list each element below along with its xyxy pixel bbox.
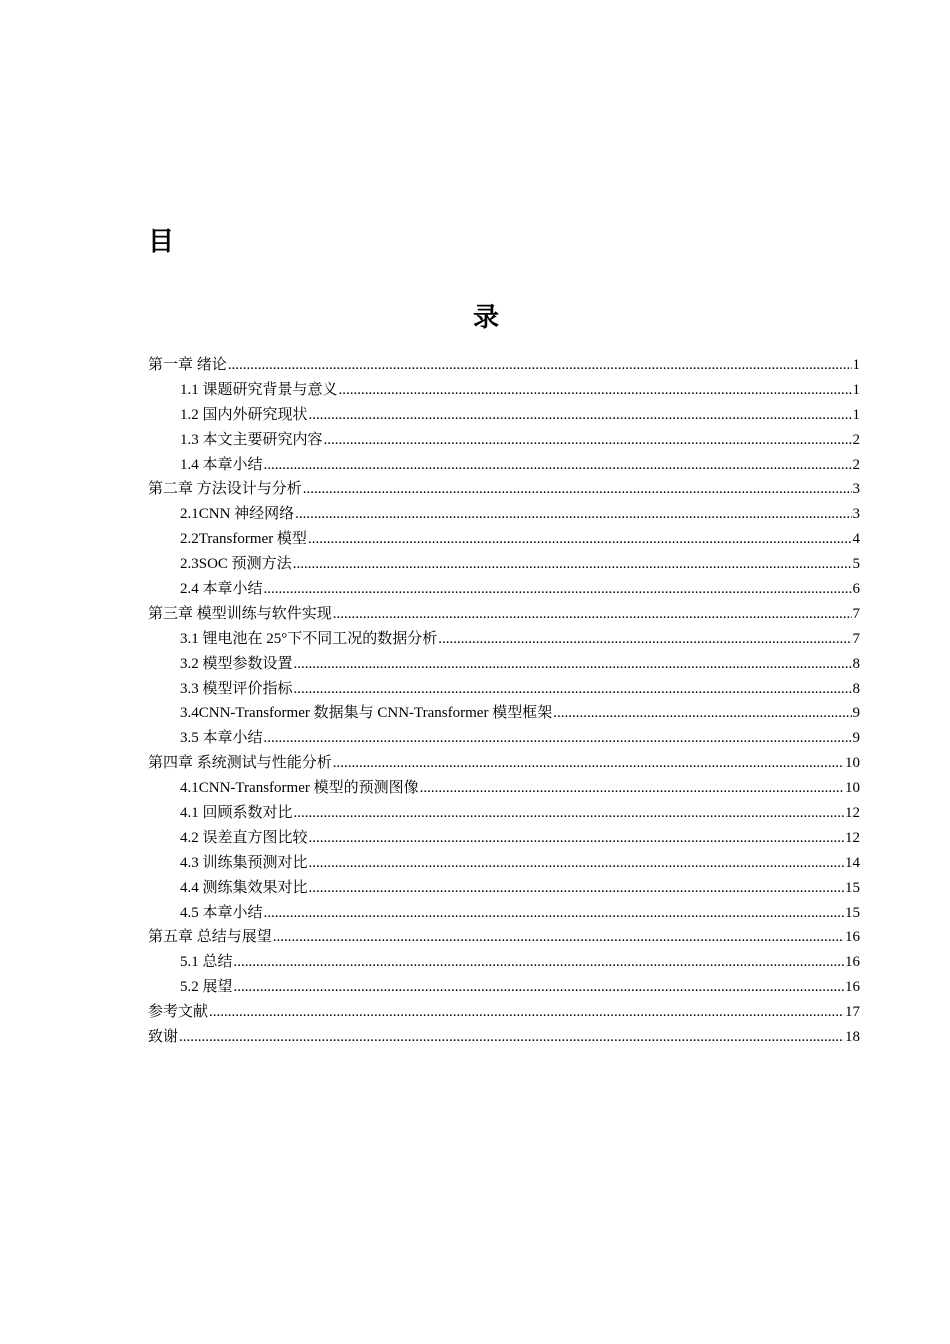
toc-entry-text: 4.1CNN-Transformer 模型的预测图像 (180, 780, 419, 797)
toc-section-entry[interactable] (148, 851, 860, 876)
toc-entry-text: 致谢 (148, 1029, 179, 1046)
toc-page-number: 15 (845, 904, 860, 921)
toc-title-second-char: 录 (473, 303, 500, 333)
toc-section-entry[interactable] (148, 527, 860, 552)
toc-entry-text: 1.2 国内外研究现状 (180, 406, 308, 423)
toc-dot-leader (209, 1000, 844, 1025)
toc-dot-leader (294, 677, 852, 702)
toc-section-entry[interactable] (148, 975, 860, 1000)
toc-page-number: 5 (852, 556, 860, 573)
toc-dot-leader (295, 502, 851, 527)
toc-chapter-entry[interactable] (148, 602, 860, 627)
toc-page-number: 10 (845, 780, 860, 797)
toc-page-number: 12 (845, 829, 860, 846)
toc-section-entry[interactable] (148, 502, 860, 527)
toc-page-number: 15 (845, 879, 860, 896)
toc-chapter-entry[interactable] (148, 477, 860, 502)
toc-entry-text: 第五章 总结与展望 (148, 929, 272, 946)
toc-section-entry[interactable] (148, 726, 860, 751)
toc-entry-text: 2.3SOC 预测方法 (180, 556, 292, 573)
toc-page-number: 16 (845, 929, 860, 946)
toc-page-number: 7 (852, 630, 860, 647)
toc-entry-text: 第四章 系统测试与性能分析 (148, 755, 332, 772)
toc-entry-text: 2.1CNN 神经网络 (180, 506, 295, 523)
toc-chapter-entry[interactable] (148, 1000, 860, 1025)
toc-dot-leader (273, 925, 844, 950)
toc-section-entry[interactable] (148, 577, 860, 602)
toc-entry-text: 2.2Transformer 模型 (180, 531, 307, 548)
toc-page-number: 7 (852, 605, 860, 622)
toc-page-number: 17 (845, 1004, 860, 1021)
toc-page-number: 16 (845, 954, 860, 971)
toc-entry-text: 3.1 锂电池在 25°下不同工况的数据分析 (180, 630, 438, 647)
toc-section-entry[interactable] (148, 453, 860, 478)
table-of-contents (148, 353, 860, 1050)
toc-entry-text: 3.5 本章小结 (180, 730, 263, 747)
toc-page-number: 1 (852, 406, 860, 423)
toc-page-number: 6 (852, 581, 860, 598)
toc-dot-leader (264, 453, 852, 478)
toc-section-entry[interactable] (148, 428, 860, 453)
toc-dot-leader (234, 950, 844, 975)
toc-dot-leader (179, 1025, 844, 1050)
toc-section-entry[interactable] (148, 627, 860, 652)
toc-dot-leader (309, 826, 844, 851)
toc-dot-leader (339, 378, 852, 403)
toc-section-entry[interactable] (148, 801, 860, 826)
toc-dot-leader (308, 527, 852, 552)
toc-entry-text: 4.2 误差直方图比较 (180, 829, 308, 846)
toc-entry-text: 第三章 模型训练与软件实现 (148, 605, 332, 622)
toc-dot-leader (264, 577, 852, 602)
toc-entry-text: 2.4 本章小结 (180, 581, 263, 598)
toc-page-number: 16 (845, 979, 860, 996)
toc-page-number: 1 (852, 381, 860, 398)
toc-page-number: 3 (852, 481, 860, 498)
toc-page-number: 8 (852, 655, 860, 672)
toc-section-entry[interactable] (148, 950, 860, 975)
toc-entry-text: 1.1 课题研究背景与意义 (180, 381, 338, 398)
toc-dot-leader (309, 876, 844, 901)
toc-title-first-char: 目 (148, 227, 175, 257)
toc-page-number: 8 (852, 680, 860, 697)
toc-entry-text: 1.3 本文主要研究内容 (180, 431, 323, 448)
toc-dot-leader (234, 975, 844, 1000)
toc-page-number: 1 (852, 357, 860, 373)
toc-dot-leader (309, 851, 844, 876)
toc-page-number: 18 (845, 1029, 860, 1046)
toc-page-number: 9 (852, 705, 860, 722)
toc-dot-leader (294, 801, 844, 826)
toc-entry-text: 5.2 展望 (180, 979, 233, 996)
toc-section-entry[interactable] (148, 826, 860, 851)
toc-page-number: 2 (852, 456, 860, 473)
toc-entry-text: 5.1 总结 (180, 954, 233, 971)
toc-entry-text: 第二章 方法设计与分析 (148, 481, 302, 498)
toc-dot-leader (264, 726, 852, 751)
toc-chapter-entry[interactable] (148, 353, 860, 378)
toc-dot-leader (333, 602, 852, 627)
toc-dot-leader (309, 403, 852, 428)
toc-page-number: 2 (852, 431, 860, 448)
toc-entry-text: 4.1 回顾系数对比 (180, 805, 293, 822)
toc-dot-leader (228, 353, 852, 378)
toc-section-entry[interactable] (148, 701, 860, 726)
toc-dot-leader (303, 477, 852, 502)
toc-entry-text: 3.4CNN-Transformer 数据集与 CNN-Transformer 模型框架 (180, 705, 553, 722)
toc-chapter-entry[interactable] (148, 925, 860, 950)
toc-page-number: 3 (852, 506, 860, 523)
toc-entry-text: 1.4 本章小结 (180, 456, 263, 473)
toc-dot-leader (333, 751, 844, 776)
toc-section-entry[interactable] (148, 776, 860, 801)
toc-page-number: 4 (852, 531, 860, 548)
toc-page-number: 14 (845, 854, 860, 871)
toc-entry-text: 第一章 绪论 (148, 357, 227, 373)
toc-entry-text: 3.2 模型参数设置 (180, 655, 293, 672)
toc-dot-leader (553, 701, 851, 726)
toc-entry-text: 参考文献 (148, 1004, 209, 1021)
toc-section-entry[interactable] (148, 876, 860, 901)
toc-entry-text: 4.4 测练集效果对比 (180, 879, 308, 896)
toc-entry-text: 4.5 本章小结 (180, 904, 263, 921)
toc-dot-leader (293, 552, 852, 577)
toc-dot-leader (264, 901, 844, 926)
toc-page-number: 9 (852, 730, 860, 747)
toc-section-entry[interactable] (148, 403, 860, 428)
toc-section-entry[interactable] (148, 552, 860, 577)
toc-chapter-entry[interactable] (148, 1025, 860, 1050)
toc-section-entry[interactable] (148, 378, 860, 403)
toc-entry-text: 4.3 训练集预测对比 (180, 854, 308, 871)
toc-dot-leader (438, 627, 851, 652)
toc-page-number: 12 (845, 805, 860, 822)
toc-entry-text: 3.3 模型评价指标 (180, 680, 293, 697)
toc-dot-leader (420, 776, 844, 801)
toc-section-entry[interactable] (148, 901, 860, 926)
toc-dot-leader (324, 428, 852, 453)
toc-section-entry[interactable] (148, 652, 860, 677)
toc-dot-leader (294, 652, 852, 677)
toc-section-entry[interactable] (148, 677, 860, 702)
toc-page-number: 10 (845, 755, 860, 772)
toc-chapter-entry[interactable] (148, 751, 860, 776)
